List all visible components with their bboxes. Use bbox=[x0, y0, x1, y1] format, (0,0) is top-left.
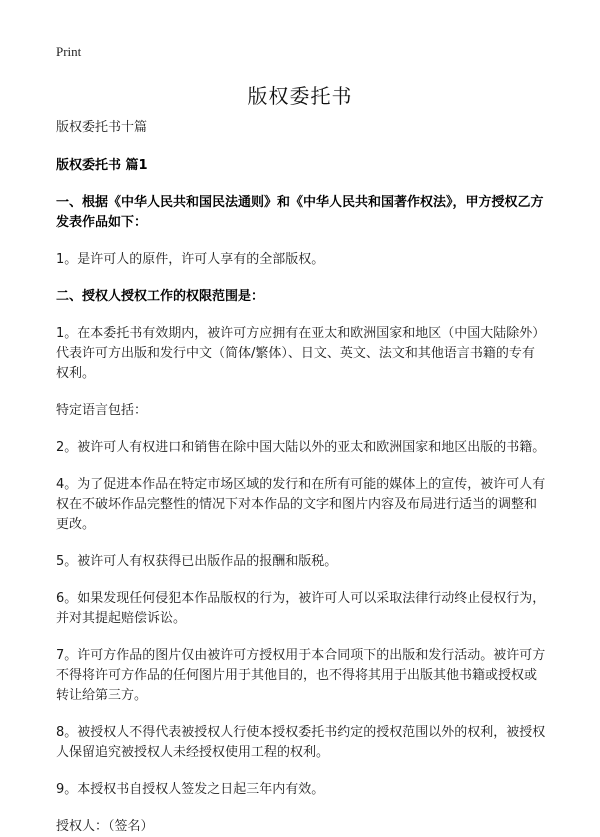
section-heading: 版权委托书 篇1 bbox=[56, 158, 148, 173]
item-7: 7。许可方作品的图片仅由被许可方授权用于本合同项下的出版和发行活动。被许可方不得将许可方作品的任何图片用于其他目的，也不得将其用于出版其他书籍或授权或转让给第三方。 bbox=[56, 648, 546, 703]
document-title: 版权委托书 bbox=[247, 84, 353, 108]
item-5: 5。被许可人有权获得已出版作品的报酬和版税。 bbox=[56, 554, 338, 569]
signature-line: 授权人：（签名） bbox=[56, 819, 154, 834]
clause-1-heading: 一、根据《中华人民共和国民法通则》和《中华人民共和国著作权法》，甲方授权乙方发表作品如下： bbox=[56, 195, 544, 230]
clause-1-item-1: 1。是许可人的原件，许可人享有的全部版权。 bbox=[56, 252, 325, 267]
item-6: 6。如果发现任何侵犯本作品版权的行为，被许可人可以采取法律行动终止侵权行为，并对其提起赔偿诉讼。 bbox=[56, 591, 546, 626]
document-subtitle: 版权委托书十篇 bbox=[56, 120, 148, 135]
item-2: 2。被许可人有权进口和销售在除中国大陆以外的亚太和欧洲国家和地区出版的书籍。 bbox=[56, 440, 546, 455]
print-label: Print bbox=[56, 44, 82, 59]
clause-2-item-1: 1。在本委托书有效期内，被许可方应拥有在亚太和欧洲国家和地区（中国大陆除外）代表许可方出版和发行中文（简体/繁体）、日文、英文、法文和其他语言书籍的专有权利。 bbox=[56, 326, 546, 381]
item-8: 8。被授权人不得代表被授权人行使本授权委托书约定的授权范围以外的权利，被授权人保留追究被授权人未经授权使用工程的权利。 bbox=[56, 725, 546, 760]
item-9: 9。本授权书自授权人签发之日起三年内有效。 bbox=[56, 782, 325, 797]
clause-2-heading: 二、授权人授权工作的权限范围是： bbox=[56, 289, 265, 304]
document-body bbox=[56, 118, 546, 837]
item-4: 4。为了促进本作品在特定市场区域的发行和在所有可能的媒体上的宣传，被许可人有权在不破坏作品完整性的情况下对本作品的文字和图片内容及布局进行适当的调整和更改。 bbox=[56, 477, 546, 532]
languages-note: 特定语言包括： bbox=[56, 403, 148, 418]
